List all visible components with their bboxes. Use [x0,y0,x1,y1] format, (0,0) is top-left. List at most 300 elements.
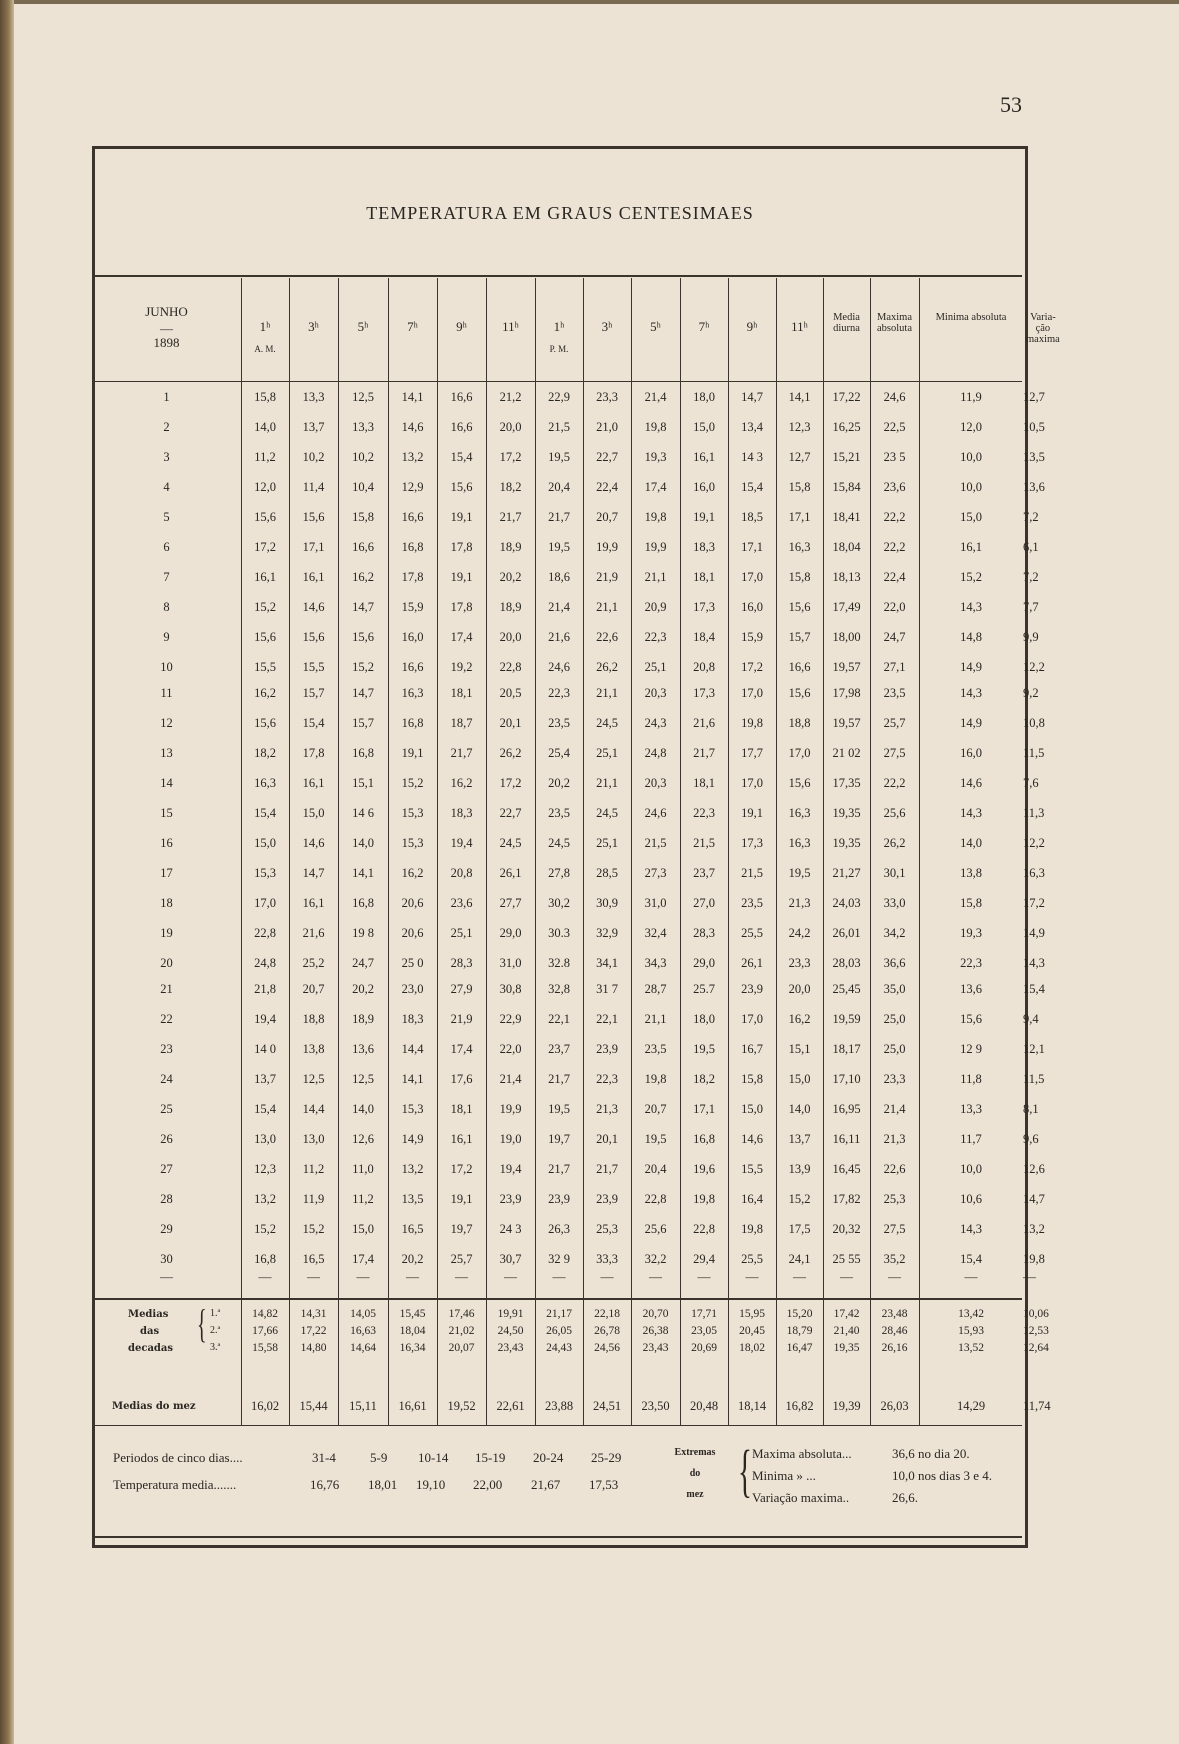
table-cell: 13,0 [302,1132,325,1146]
table-cell: 20,9 [644,600,667,614]
period-range: 25-29 [591,1450,622,1465]
table-cell: 21,7 [548,1162,570,1176]
table-cell: 13,2 [401,1162,424,1176]
extremes-brace: { [738,1438,752,1503]
table-cell: 25,0 [883,1042,906,1056]
table-cell: 12,5 [352,1072,374,1086]
table-cell: 14 3 [741,450,763,464]
day-number: 24 [160,1072,173,1086]
day-number: 27 [160,1162,173,1176]
table-cell: 15,0 [254,836,276,850]
table-cell: 12,5 [302,1072,325,1086]
decade-mean-cell: 20,70 [642,1308,669,1320]
table-cell: 14,3 [960,1222,982,1236]
table-cell: 19,7 [450,1222,473,1236]
decade-mean-cell: 26,05 [546,1325,572,1337]
table-cell: 18,04 [832,540,861,554]
table-cell: 21,5 [548,420,570,434]
table-cell: 23,3 [788,956,811,970]
decade-mean-cell: 12,64 [1023,1342,1049,1354]
table-cell: 17,8 [450,540,473,554]
table-cell: 15,0 [302,806,325,820]
table-cell: 22,2 [883,776,906,790]
table-cell: 15,4 [254,806,276,820]
table-cell: 15,2 [254,600,276,614]
day-number: 13 [160,746,173,760]
decade-mark: 1.ª [210,1308,221,1319]
table-cell: 18,1 [693,776,715,790]
table-cell: 17,4 [450,1042,473,1056]
table-cell: 12,0 [960,420,982,434]
table-cell: 24,2 [788,926,811,940]
table-cell: 25 55 [832,1252,861,1266]
table-cell: 17,1 [741,540,763,554]
table-cell: 32.8 [548,956,570,970]
table-cell: 27,0 [693,896,715,910]
table-cell: 11,5 [1023,1072,1045,1086]
table-cell: 17,0 [741,1012,763,1026]
table-cell: 21,4 [883,1102,906,1116]
table-cell: 17,2 [741,660,763,674]
table-cell: 16,6 [450,420,473,434]
table-cell: 32,4 [644,926,667,940]
dash-cell: — [258,1269,272,1284]
table-cell: 24,7 [883,630,906,644]
extremes-label: do [689,1468,701,1479]
table-cell: 11,0 [352,1162,374,1176]
table-cell: 17,49 [832,600,861,614]
table-cell: 17,0 [741,686,763,700]
table-cell: 14,9 [1023,926,1045,940]
table-cell: 18,1 [450,1102,473,1116]
month-mean-cell: 20,48 [689,1399,719,1413]
table-cell: 15,8 [960,896,982,910]
table-cell: 17,2 [254,540,276,554]
table-cell: 17,3 [693,600,715,614]
table-cell: 19,8 [644,1072,667,1086]
day-number: 8 [163,600,170,614]
table-cell: 20,1 [596,1132,618,1146]
table-cell: 13,6 [352,1042,374,1056]
table-cell: 20,8 [450,866,473,880]
decade-mean-cell: 26,38 [642,1325,669,1337]
table-cell: 10,4 [352,480,374,494]
decade-mean-cell: 23,05 [691,1325,717,1337]
table-cell: 21,6 [693,716,715,730]
period-temp-mean: 22,00 [473,1477,503,1492]
month-mean-cell: 14,29 [956,1399,986,1413]
decade-mean-cell: 15,45 [399,1308,426,1320]
table-cell: 20,2 [352,982,374,996]
table-cell: 22,4 [883,570,906,584]
decade-mean-cell: 19,91 [497,1308,524,1320]
table-cell: 21,3 [883,1132,906,1146]
day-number: 25 [160,1102,173,1116]
table-cell: 22,8 [644,1192,667,1206]
table-cell: 16,6 [352,540,374,554]
table-cell: 15,6 [788,600,811,614]
table-cell: 13,5 [401,1192,424,1206]
table-cell: 21,1 [596,776,618,790]
table-cell: 26,3 [548,1222,570,1236]
table-cell: 16,3 [254,776,276,790]
day-number: 19 [160,926,173,940]
table-cell: 25,1 [596,746,618,760]
table-cell: 18,9 [499,600,522,614]
table-cell: 17,8 [450,600,473,614]
dash-cell: — [964,1269,978,1284]
table-cell: 12,1 [1023,1042,1045,1056]
decade-label: das [140,1326,160,1337]
table-cell: 15,3 [401,836,424,850]
table-cell: 15,4 [254,1102,276,1116]
am-label: A. M. [254,344,276,354]
table-cell: 14,0 [960,836,982,850]
table-cell: 23,9 [499,1192,522,1206]
table-cell: 18,0 [693,390,715,404]
table-cell: 13,2 [1023,1222,1045,1236]
table-cell: 10,6 [960,1192,982,1206]
table-cell: 13,4 [741,420,763,434]
decade-mean-cell: 17,66 [252,1325,278,1337]
table-cell: 19,59 [832,1012,861,1026]
table-cell: 16,8 [693,1132,715,1146]
table-cell: 16,4 [741,1192,763,1206]
table-cell: 16,6 [401,510,424,524]
table-cell: 16,0 [741,600,763,614]
month-mean-label: Medias do mez [112,1401,196,1412]
table-cell: 27,3 [644,866,667,880]
table-cell: 16,6 [788,660,811,674]
extreme-label: Maxima absoluta... [752,1446,852,1461]
table-title: TEMPERATURA EM GRAUS CENTESIMAES [366,203,754,223]
table-cell: 20,8 [693,660,715,674]
dash-cell: — [745,1269,759,1284]
table-cell: 19,35 [832,806,861,820]
table-cell: 17,82 [832,1192,861,1206]
table-cell: 15,6 [352,630,374,644]
table-cell: 19,57 [832,716,861,730]
table-cell: 29,0 [499,926,522,940]
hour-header: 9ʰ [746,319,758,334]
day-number: 16 [160,836,173,850]
table-cell: 23,0 [401,982,424,996]
table-cell: 23,5 [883,686,906,700]
table-cell: 15,5 [254,660,276,674]
month-mean-cell: 22,61 [496,1399,525,1413]
table-cell: 16,1 [302,570,325,584]
table-cell: 16,6 [450,390,473,404]
table-cell: 18,7 [450,716,473,730]
month-mean-cell: 15,44 [299,1399,328,1413]
table-cell: 27,8 [548,866,570,880]
table-cell: 26,2 [883,836,906,850]
table-cell: 16,7 [741,1042,763,1056]
table-cell: 14,4 [302,1102,325,1116]
period-temp-mean: 17,53 [589,1477,619,1492]
table-cell: 21,1 [596,600,618,614]
table-cell: 10,2 [352,450,374,464]
table-cell: 21,7 [596,1162,618,1176]
table-cell: 22,8 [693,1222,715,1236]
table-cell: 20,1 [499,716,522,730]
table-cell: 15,21 [832,450,861,464]
table-cell: 17,0 [254,896,276,910]
table-cell: 15,7 [788,630,811,644]
table-cell: 17,1 [788,510,811,524]
table-cell: 13,8 [960,866,982,880]
decade-mean-cell: 20,45 [739,1325,765,1337]
day-number: 6 [163,540,170,554]
table-cell: 16,8 [352,896,374,910]
table-cell: 23,7 [693,866,715,880]
table-cell: 21,5 [693,836,715,850]
table-cell: 14,0 [788,1102,811,1116]
table-cell: 9,2 [1023,686,1039,700]
table-cell: 14 6 [352,806,374,820]
table-cell: 30,1 [883,866,906,880]
table-cell: 11,5 [1023,746,1045,760]
table-cell: 17,7 [741,746,763,760]
table-cell: 17,1 [693,1102,715,1116]
table-cell: 16,1 [254,570,276,584]
table-cell: 25.7 [693,982,715,996]
table-cell: 14,7 [352,600,374,614]
table-cell: 21 02 [832,746,861,760]
dash-cell: — [840,1269,853,1284]
table-cell: 18,0 [693,1012,715,1026]
table-cell: 18,3 [401,1012,424,1026]
table-cell: 18,9 [499,540,522,554]
dash-cell: — [552,1269,566,1284]
table-cell: 22,9 [499,1012,522,1026]
table-cell: 25,7 [450,1252,473,1266]
table-cell: 32 9 [548,1252,570,1266]
table-cell: 14,6 [302,836,325,850]
table-cell: 12,2 [1023,660,1045,674]
table-cell: 19,0 [499,1132,522,1146]
table-cell: 24,1 [788,1252,811,1266]
day-number: 28 [160,1192,173,1206]
decade-mean-cell: 14,31 [300,1308,327,1320]
table-cell: 9,6 [1023,1132,1039,1146]
table-cell: 12,6 [1023,1162,1045,1176]
year-header: 1898 [153,335,180,350]
table-cell: 21,7 [499,510,522,524]
table-cell: 10,0 [960,1162,982,1176]
table-cell: 14,7 [1023,1192,1045,1206]
table-cell: 21,2 [499,390,522,404]
table-cell: 14,6 [960,776,982,790]
table-cell: 7,2 [1023,510,1039,524]
table-cell: 24,5 [596,716,618,730]
table-cell: 11,2 [302,1162,325,1176]
table-cell: 19,9 [499,1102,522,1116]
table-cell: 16,3 [1023,866,1045,880]
table-cell: 21,1 [644,570,667,584]
table-cell: 17,6 [450,1072,473,1086]
table-cell: 9,9 [1023,630,1039,644]
stats-top-rule [92,1298,1022,1300]
table-cell: 27,5 [883,1222,906,1236]
table-cell: 17,2 [499,776,522,790]
extreme-label: Variação maxima.. [752,1490,850,1505]
table-cell: 15,2 [401,776,424,790]
table-cell: 19,4 [254,1012,276,1026]
dash-cell: — [1023,1269,1036,1284]
header-bottom-rule [92,381,1022,382]
table-cell: 25,5 [741,926,763,940]
table-cell: 31 7 [596,982,618,996]
table-cell: 13,9 [788,1162,811,1176]
hour-header: 11ʰ [502,319,519,334]
table-cell: 16,8 [401,716,424,730]
table-cell: 19,1 [450,570,473,584]
table-cell: 8,1 [1023,1102,1039,1116]
table-cell: 26,2 [596,660,618,674]
table-cell: 16,1 [960,540,982,554]
table-cell: 23,5 [548,806,570,820]
table-cell: 25,7 [883,716,906,730]
footer-top-rule [92,1425,1022,1426]
table-cell: 20,6 [401,926,424,940]
extremes-label: Extremas [674,1447,716,1458]
decade-mean-cell: 23,48 [881,1308,908,1320]
table-cell: 22,3 [693,806,715,820]
table-cell: 16,0 [960,746,982,760]
table-cell: 30,7 [499,1252,522,1266]
table-cell: 21,6 [302,926,325,940]
table-cell: 16,3 [788,806,811,820]
table-cell: 14,0 [254,420,276,434]
table-cell: 13,2 [401,450,424,464]
table-cell: 13,0 [254,1132,276,1146]
table-cell: 18,2 [254,746,276,760]
table-cell: 23,6 [450,896,473,910]
table-cell: 19,2 [450,660,473,674]
table-cell: 21,7 [693,746,715,760]
table-cell: 16,3 [401,686,424,700]
table-cell: 17,2 [499,450,522,464]
table-cell: 14,4 [401,1042,424,1056]
table-cell: 20,3 [644,776,667,790]
table-cell: 14,9 [960,660,982,674]
table-cell: 11,7 [960,1132,982,1146]
dash-cell: — [649,1269,662,1284]
table-cell: 17,98 [832,686,861,700]
table-cell: 21,1 [644,1012,667,1026]
table-cell: 25,4 [548,746,570,760]
table-cell: 17,3 [741,836,763,850]
table-cell: 17,1 [302,540,325,554]
table-cell: 34,2 [883,926,906,940]
table-cell: 18,6 [548,570,570,584]
table-cell: 21,4 [548,600,570,614]
table-cell: 16,1 [302,896,325,910]
table-cell: 15,2 [254,1222,276,1236]
table-cell: 20,4 [644,1162,667,1176]
table-cell: 15,2 [960,570,982,584]
day-number: 1 [163,390,170,404]
table-cell: 23,3 [883,1072,906,1086]
decade-mean-cell: 14,80 [300,1342,327,1354]
month-mean-cell: 15,11 [349,1399,377,1413]
table-cell: 15,8 [788,570,811,584]
decade-mean-cell: 23,43 [497,1342,524,1354]
table-cell: 12 9 [960,1042,982,1056]
decade-mean-cell: 21,40 [833,1325,860,1337]
hour-header: 1ʰ [259,319,271,334]
table-cell: 25,1 [596,836,618,850]
table-cell: 22,5 [883,420,906,434]
book-binding-edge [0,0,14,1744]
extreme-value: 36,6 no dia 20. [892,1446,970,1461]
table-cell: 15,6 [960,1012,982,1026]
table-cell: 16,95 [832,1102,861,1116]
table-cell: 18,9 [352,1012,374,1026]
table-cell: 15,7 [352,716,374,730]
decade-mean-cell: 22,18 [594,1308,620,1320]
table-cell: 19,1 [401,746,424,760]
table-cell: 15,3 [401,806,424,820]
table-cell: 19,5 [788,866,811,880]
table-cell: 16,11 [832,1132,861,1146]
table-cell: 32,8 [548,982,570,996]
table-cell: 12,3 [788,420,811,434]
table-cell: 16,0 [401,630,424,644]
decade-mean-cell: 13,42 [958,1308,984,1320]
table-cell: 11,2 [254,450,276,464]
table-cell: 18,3 [693,540,715,554]
table-cell: 18,2 [499,480,522,494]
table-cell: 25,1 [450,926,473,940]
decade-mean-cell: 26,78 [594,1325,620,1337]
day-number: 2 [163,420,170,434]
table-cell: 14,7 [741,390,763,404]
table-cell: 20,7 [596,510,618,524]
hour-header: 7ʰ [698,319,710,334]
decade-mark: 3.ª [210,1342,221,1353]
table-cell: 19,35 [832,836,861,850]
table-cell: 27,5 [883,746,906,760]
table-cell: 13,7 [788,1132,811,1146]
day-number: 26 [160,1132,173,1146]
periods-label: Periodos de cinco dias.... [113,1450,243,1465]
day-number: 14 [160,776,173,790]
temp-mean-label: Temperatura media....... [113,1477,237,1492]
month-mean-cell: 11,74 [1023,1399,1051,1413]
day-number: 9 [163,630,170,644]
table-cell: 30,9 [596,896,618,910]
table-cell: 15,9 [401,600,424,614]
dash-cell: — [455,1269,468,1284]
dash-cell: — [697,1269,711,1284]
table-cell: 21,7 [548,510,570,524]
dash-cell: — [888,1269,901,1284]
table-cell: 19,8 [1023,1252,1045,1266]
table-cell: 27,7 [499,896,522,910]
table-cell: 17,0 [741,570,763,584]
table-cell: 16,45 [832,1162,861,1176]
table-cell: 34,1 [596,956,618,970]
pm-label: P. M. [549,344,569,354]
table-cell: 12,3 [254,1162,276,1176]
table-cell: 6,1 [1023,540,1039,554]
table-cell: 28,3 [450,956,473,970]
table-cell: 25,2 [302,956,325,970]
table-cell: 19,3 [644,450,667,464]
hour-header: 3ʰ [308,319,319,334]
